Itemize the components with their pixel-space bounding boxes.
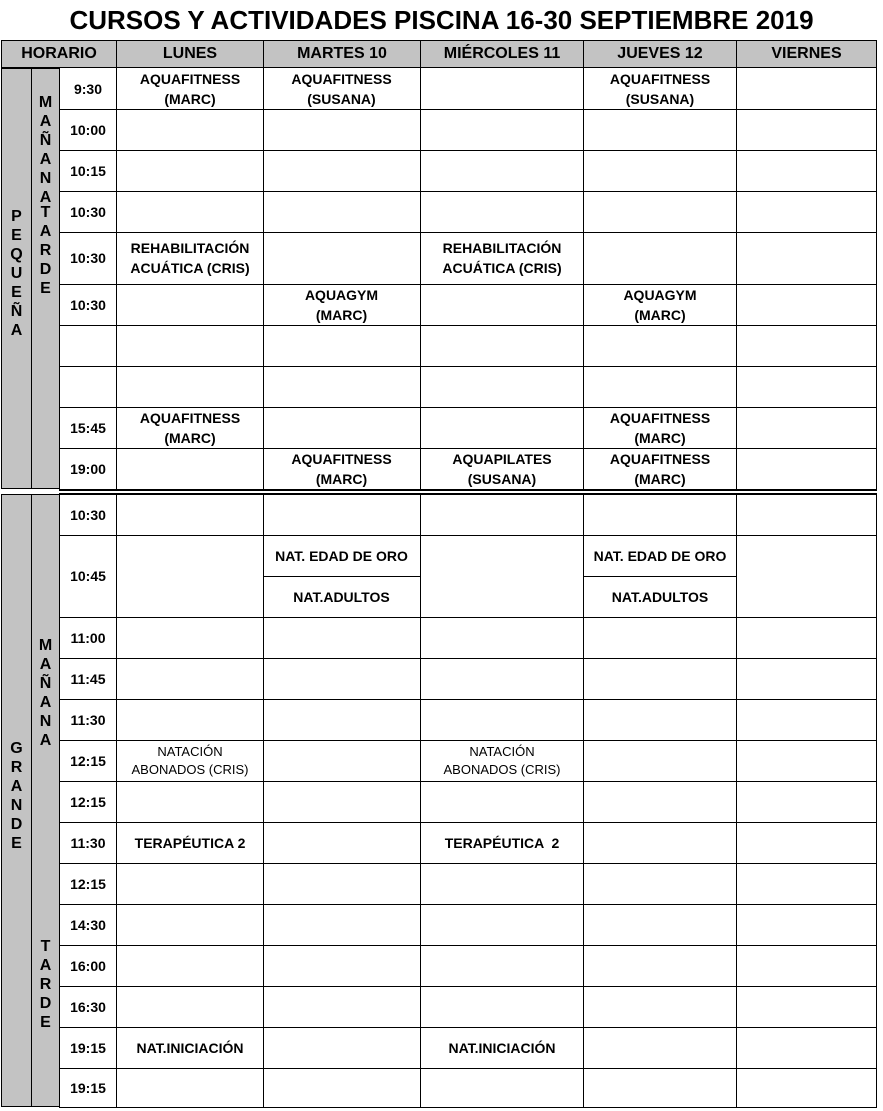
activity-cell: AQUAFITNESS (MARC) <box>609 409 711 446</box>
time-slot: 16:30 <box>70 998 106 1015</box>
pool-grande-label: G R A N D E <box>10 740 23 852</box>
session-tarde-label: T A R D E <box>39 204 52 297</box>
grid-line <box>876 494 877 1108</box>
time-slot: 12:15 <box>70 752 106 769</box>
grid-line <box>59 325 877 326</box>
grid-line <box>59 904 877 905</box>
activity-cell: AQUAGYM (MARC) <box>304 286 379 323</box>
grid-line <box>59 1068 877 1069</box>
pool-pequena <box>1 68 32 489</box>
time-slot: 11:00 <box>70 629 106 646</box>
time-slot: 12:15 <box>70 875 106 892</box>
grid-line <box>736 494 737 1108</box>
time-slot: 11:30 <box>70 711 106 728</box>
activity-cell: NAT.INICIACIÓN <box>136 1039 244 1056</box>
header-lunes: LUNES <box>116 40 264 68</box>
header-martes: MARTES 10 <box>263 40 421 68</box>
grid-line <box>59 489 877 491</box>
grid-line <box>59 986 877 987</box>
page-title: CURSOS Y ACTIVIDADES PISCINA 16-30 SEPTIEMBRE 2019 <box>69 5 814 35</box>
time-slot: 11:45 <box>70 670 106 687</box>
activity-cell: REHABILITACIÓN ACUÁTICA (CRIS) <box>442 240 562 276</box>
activity-cell: AQUAFITNESS (SUSANA) <box>291 70 392 107</box>
grid-line <box>420 494 421 1108</box>
time-slot: 10:00 <box>70 121 106 138</box>
grid-line <box>59 945 877 946</box>
header-miercoles: MIÉRCOLES 11 <box>420 40 584 68</box>
header-viernes: VIERNES <box>736 40 877 68</box>
header-jueves: JUEVES 12 <box>583 40 737 68</box>
activity-cell: TERAPÉUTICA 2 <box>444 834 560 851</box>
time-slot: 10:30 <box>70 203 106 220</box>
grid-line <box>59 781 877 782</box>
grid-line <box>59 109 877 110</box>
activity-cell: NAT. EDAD DE ORO <box>275 547 408 564</box>
time-slot: 16:00 <box>70 957 106 974</box>
activity-cell: AQUAFITNESS (SUSANA) <box>609 70 711 107</box>
activity-cell: AQUAPILATES (SUSANA) <box>452 450 552 487</box>
grid-line <box>59 366 877 367</box>
activity-cell: AQUAFITNESS (MARC) <box>291 450 392 487</box>
activity-cell: REHABILITACIÓN ACUÁTICA (CRIS) <box>130 240 250 276</box>
activity-cell: NAT.ADULTOS <box>611 588 709 605</box>
grid-line <box>59 699 877 700</box>
grid-line <box>59 493 877 495</box>
time-slot: 10:30 <box>70 250 106 266</box>
activity-cell: AQUAFITNESS (MARC) <box>609 450 711 487</box>
activity-cell: NAT.ADULTOS <box>293 588 390 605</box>
time-slot <box>59 325 117 366</box>
grid-line <box>736 68 737 489</box>
grid-line <box>59 284 877 285</box>
time-slot: 10:45 <box>70 568 106 584</box>
activity-cell: NAT. EDAD DE ORO <box>593 547 727 564</box>
time-slot: 12:15 <box>70 793 106 810</box>
time-slot: 10:30 <box>70 296 106 313</box>
time-slot: 19:00 <box>70 460 106 477</box>
session-tarde-label: T A R D E <box>39 938 52 1031</box>
session-manana-label: M A Ñ A N A <box>38 637 53 749</box>
pool-pequena-label: P E Q U E Ñ A <box>10 208 23 339</box>
activity-cell: AQUAGYM (MARC) <box>623 286 697 323</box>
grid-line <box>59 535 877 536</box>
time-slot: 19:15 <box>70 1080 106 1096</box>
activity-cell: AQUAFITNESS (MARC) <box>139 70 241 107</box>
session-pequena <box>31 68 60 489</box>
time-slot: 10:30 <box>70 506 106 523</box>
grid-line <box>59 863 877 864</box>
activity-cell: TERAPÉUTICA 2 <box>134 834 246 851</box>
time-slot: 15:45 <box>70 419 106 436</box>
activity-cell: AQUAFITNESS (MARC) <box>139 409 241 446</box>
pool-grande <box>1 494 32 1107</box>
grid-line <box>59 1107 877 1108</box>
time-slot: 10:15 <box>70 162 106 179</box>
activity-cell: NAT.INICIACIÓN <box>448 1039 556 1056</box>
activity-cell: NATACIÓN ABONADOS (CRIS) <box>443 743 561 777</box>
session-grande <box>31 494 60 1107</box>
grid-line <box>59 617 877 618</box>
time-slot: 14:30 <box>70 916 106 933</box>
activity-cell: NATACIÓN ABONADOS (CRIS) <box>131 743 249 777</box>
session-manana-label: M A Ñ A N A <box>38 94 53 206</box>
header-horario: HORARIO <box>1 40 117 68</box>
grid-line <box>59 658 877 659</box>
grid-line <box>59 191 877 192</box>
grid-line <box>59 150 877 151</box>
time-slot: 9:30 <box>73 80 103 97</box>
time-slot: 19:15 <box>70 1039 106 1056</box>
time-slot: 11:30 <box>70 834 106 851</box>
time-slot <box>59 366 117 407</box>
grid-line <box>263 68 264 489</box>
grid-line <box>876 68 877 489</box>
